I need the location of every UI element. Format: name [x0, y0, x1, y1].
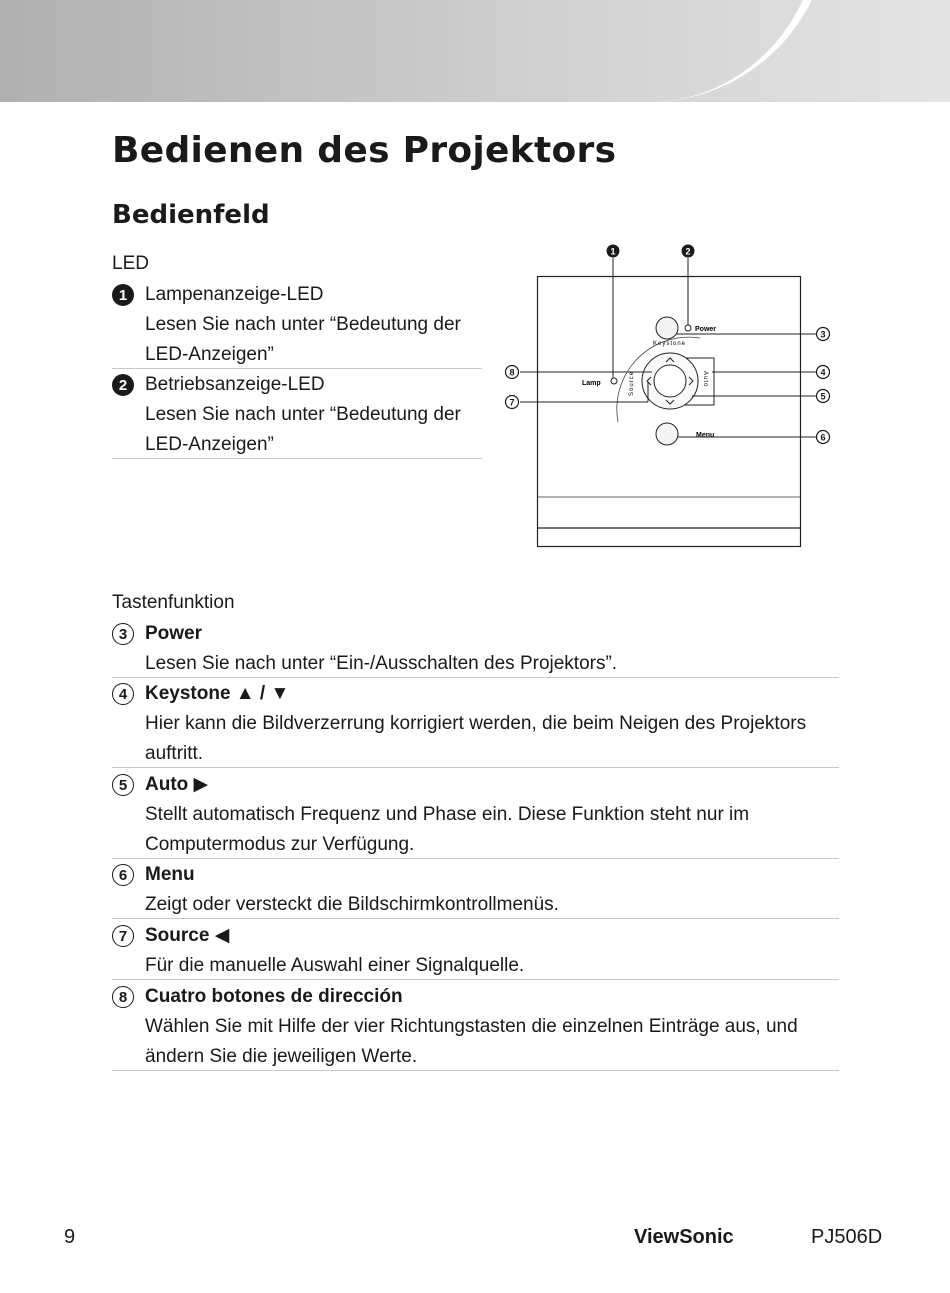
entry-title: Cuatro botones de dirección	[145, 986, 403, 1007]
lamp-led	[611, 378, 617, 384]
led-entry-2	[112, 370, 482, 459]
power-button	[656, 317, 678, 339]
buttons-label: Tastenfunktion	[112, 592, 235, 613]
auto-label: Auto	[702, 371, 708, 388]
callout-label-4: 4	[820, 367, 826, 378]
entry-title: Menu	[145, 864, 195, 885]
header-arc	[640, 0, 830, 102]
callout-number: 6	[112, 864, 134, 886]
button-entry-power	[112, 619, 839, 678]
page-number: 9	[64, 1226, 76, 1248]
entry-text: Zeigt oder versteckt die Bildschirmkontrollmenüs.	[145, 894, 559, 915]
control-panel-diagram	[500, 238, 840, 553]
callout-number: 2	[112, 374, 134, 396]
button-entry-auto	[112, 770, 839, 859]
button-entry-direction	[112, 982, 839, 1071]
brand-name: ViewSonic	[634, 1226, 734, 1248]
button-entry-source	[112, 921, 839, 980]
power-led	[685, 325, 691, 331]
entry-text: Wählen Sie mit Hilfe der vier Richtungstasten die einzelnen Einträge aus, und	[145, 1016, 798, 1037]
callout-number: 5	[112, 774, 134, 796]
entry-text: LED-Anzeigen”	[145, 434, 274, 455]
entry-text: Stellt automatisch Frequenz und Phase ein. Diese Funktion steht nur im	[145, 804, 750, 825]
entry-text: Für die manuelle Auswahl einer Signalquelle.	[145, 955, 525, 976]
button-entry-keystone	[112, 679, 839, 768]
entry-text: auftritt.	[145, 743, 204, 764]
entry-text: Lesen Sie nach unter “Bedeutung der	[145, 314, 461, 335]
model-name: PJ506D	[811, 1226, 883, 1248]
callout-label-1: 1	[610, 246, 616, 257]
entry-text: ändern Sie die jeweiligen Werte.	[145, 1046, 418, 1067]
callout-label-7: 7	[509, 397, 515, 408]
center-button	[654, 365, 686, 397]
entry-text: LED-Anzeigen”	[145, 344, 274, 365]
callout-label-3: 3	[820, 329, 826, 340]
button-entry-menu	[112, 860, 839, 919]
entry-title: Auto ▶	[145, 774, 209, 795]
callout-label-6: 6	[820, 432, 826, 443]
callout-number: 8	[112, 986, 134, 1008]
power-label: Power	[695, 326, 717, 333]
callout-number: 3	[112, 623, 134, 645]
lamp-label: Lamp	[582, 380, 601, 387]
led-label: LED	[112, 253, 149, 274]
callout-number: 1	[112, 284, 134, 306]
callout-label-2: 2	[685, 246, 691, 257]
led-entry-1	[112, 280, 482, 369]
page-title: Bedienen des Projektors	[112, 130, 617, 171]
section-title: Bedienfeld	[112, 200, 270, 230]
header-bar	[0, 0, 950, 102]
entry-title: Keystone ▲ / ▼	[145, 683, 290, 704]
menu-label: Menu	[696, 432, 715, 439]
entry-text: Lesen Sie nach unter “Bedeutung der	[145, 404, 461, 425]
entry-title: Lampenanzeige-LED	[145, 284, 324, 305]
entry-text: Lesen Sie nach unter “Ein-/Ausschalten des Projektors”.	[145, 653, 618, 674]
callout-number: 7	[112, 925, 134, 947]
keystone-label: Keystone	[653, 341, 687, 347]
callout-label-8: 8	[509, 367, 515, 378]
entry-title: Source ◀	[145, 925, 230, 946]
entry-title: Betriebsanzeige-LED	[145, 374, 325, 395]
source-label: Source	[629, 370, 635, 396]
menu-button	[656, 423, 678, 445]
callout-number: 4	[112, 683, 134, 705]
entry-text: Hier kann die Bildverzerrung korrigiert werden, die beim Neigen des Projektors	[145, 713, 807, 734]
entry-title: Power	[145, 623, 203, 644]
entry-text: Computermodus zur Verfügung.	[145, 834, 415, 855]
callout-label-5: 5	[820, 391, 826, 402]
